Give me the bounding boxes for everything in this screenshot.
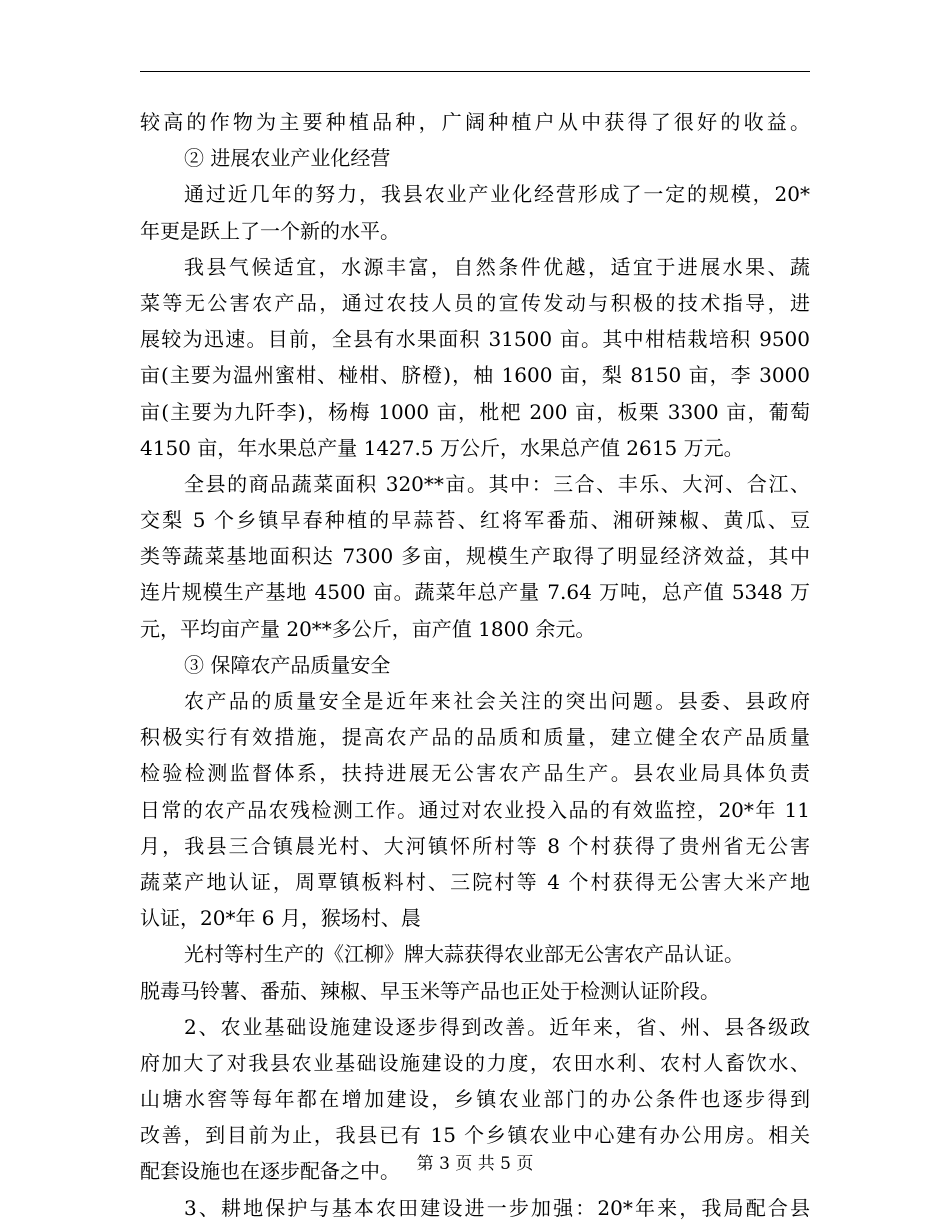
body-line: 菜等无公害农产品，通过农技人员的宣传发动与积极的技术指导，进 xyxy=(140,290,810,315)
body-line: 类等蔬菜基地面积达 7300 多亩，规模生产取得了明显经济效益，其中 xyxy=(140,544,810,569)
body-line: 检验检测监督体系，扶持进展无公害农产品生产。县农业局具体负责 xyxy=(140,761,810,786)
body-line: 认证，20*年 6 月，猴场村、晨 xyxy=(140,906,421,931)
header-rule xyxy=(140,71,810,72)
body-line: 通过近几年的努力，我县农业产业化经营形成了一定的规模，20* xyxy=(184,182,810,207)
body-line: 日常的农产品农残检测工作。通过对农业投入品的有效监控，20*年 11 xyxy=(140,797,810,822)
body-line: 我县气候适宜，水源丰富，自然条件优越，适宜于进展水果、蔬 xyxy=(184,254,810,279)
body-line: 2、农业基础设施建设逐步得到改善。近年来，省、州、县各级政 xyxy=(184,1014,810,1039)
body-line: 4150 亩，年水果总产量 1427.5 万公斤，水果总产值 2615 万元。 xyxy=(140,435,744,460)
body-line: 3、耕地保护与基本农田建设进一步加强：20*年来，我局配合县 xyxy=(184,1195,810,1220)
body-line: 积极实行有效措施，提高农产品的品质和质量，建立健全农产品质量 xyxy=(140,725,810,750)
body-line: 年更是跃上了一个新的水平。 xyxy=(140,218,400,243)
body-line: 展较为迅速。目前，全县有水果面积 31500 亩。其中柑桔栽培积 9500 xyxy=(140,327,810,352)
body-line: 蔬菜产地认证，周覃镇板料村、三院村等 4 个村获得无公害大米产地 xyxy=(140,869,810,894)
body-line: 配套设施也在逐步配备之中。 xyxy=(140,1159,400,1184)
body-line: 较高的作物为主要种植品种，广阔种植户从中获得了很好的收益。 xyxy=(140,110,810,134)
section-heading: ② 进展农业产业化经营 xyxy=(184,146,391,171)
body-line: 脱毒马铃薯、番茄、辣椒、早玉米等产品也正处于检测认证阶段。 xyxy=(140,978,720,1003)
body-line: 农产品的质量安全是近年来社会关注的突出问题。县委、县政府 xyxy=(184,689,810,713)
page-number: 第 3 页 共 5 页 xyxy=(416,1154,534,1174)
body-line: 连片规模生产基地 4500 亩。蔬菜年总产量 7.64 万吨，总产值 5348 万 xyxy=(140,580,810,605)
body-line: 山塘水窖等每年都在增加建设，乡镇农业部门的办公条件也逐步得到 xyxy=(140,1087,810,1112)
body-line: 月，我县三合镇晨光村、大河镇怀所村等 8 个村获得了贵州省无公害 xyxy=(140,833,810,858)
body-line: 亩(主要为九阡李)，杨梅 1000 亩，枇杷 200 亩，板栗 3300 亩，葡萄 xyxy=(140,399,810,424)
body-line: 交梨 5 个乡镇早春种植的早蒜苔、红将军番茄、湘研辣椒、黄瓜、豆 xyxy=(140,508,810,533)
body-line: 元，平均亩产量 20**多公斤，亩产值 1800 余元。 xyxy=(140,616,596,641)
body-line: 光村等村生产的《江柳》牌大蒜获得农业部无公害农产品认证。 xyxy=(184,942,744,967)
document-body xyxy=(140,104,810,1226)
body-line: 全县的商品蔬菜面积 320**亩。其中：三合、丰乐、大河、合江、 xyxy=(184,471,810,496)
body-line: 改善，到目前为止，我县已有 15 个乡镇农业中心建有办公用房。相关 xyxy=(140,1123,810,1148)
body-line: 亩(主要为温州蜜柑、椪柑、脐橙)，柚 1600 亩，梨 8150 亩，李 3000 xyxy=(140,363,810,388)
section-heading: ③ 保障农产品质量安全 xyxy=(184,652,391,677)
body-line: 府加大了对我县农业基础设施建设的力度，农田水利、农村人畜饮水、 xyxy=(140,1050,810,1075)
page-footer xyxy=(0,1152,950,1176)
